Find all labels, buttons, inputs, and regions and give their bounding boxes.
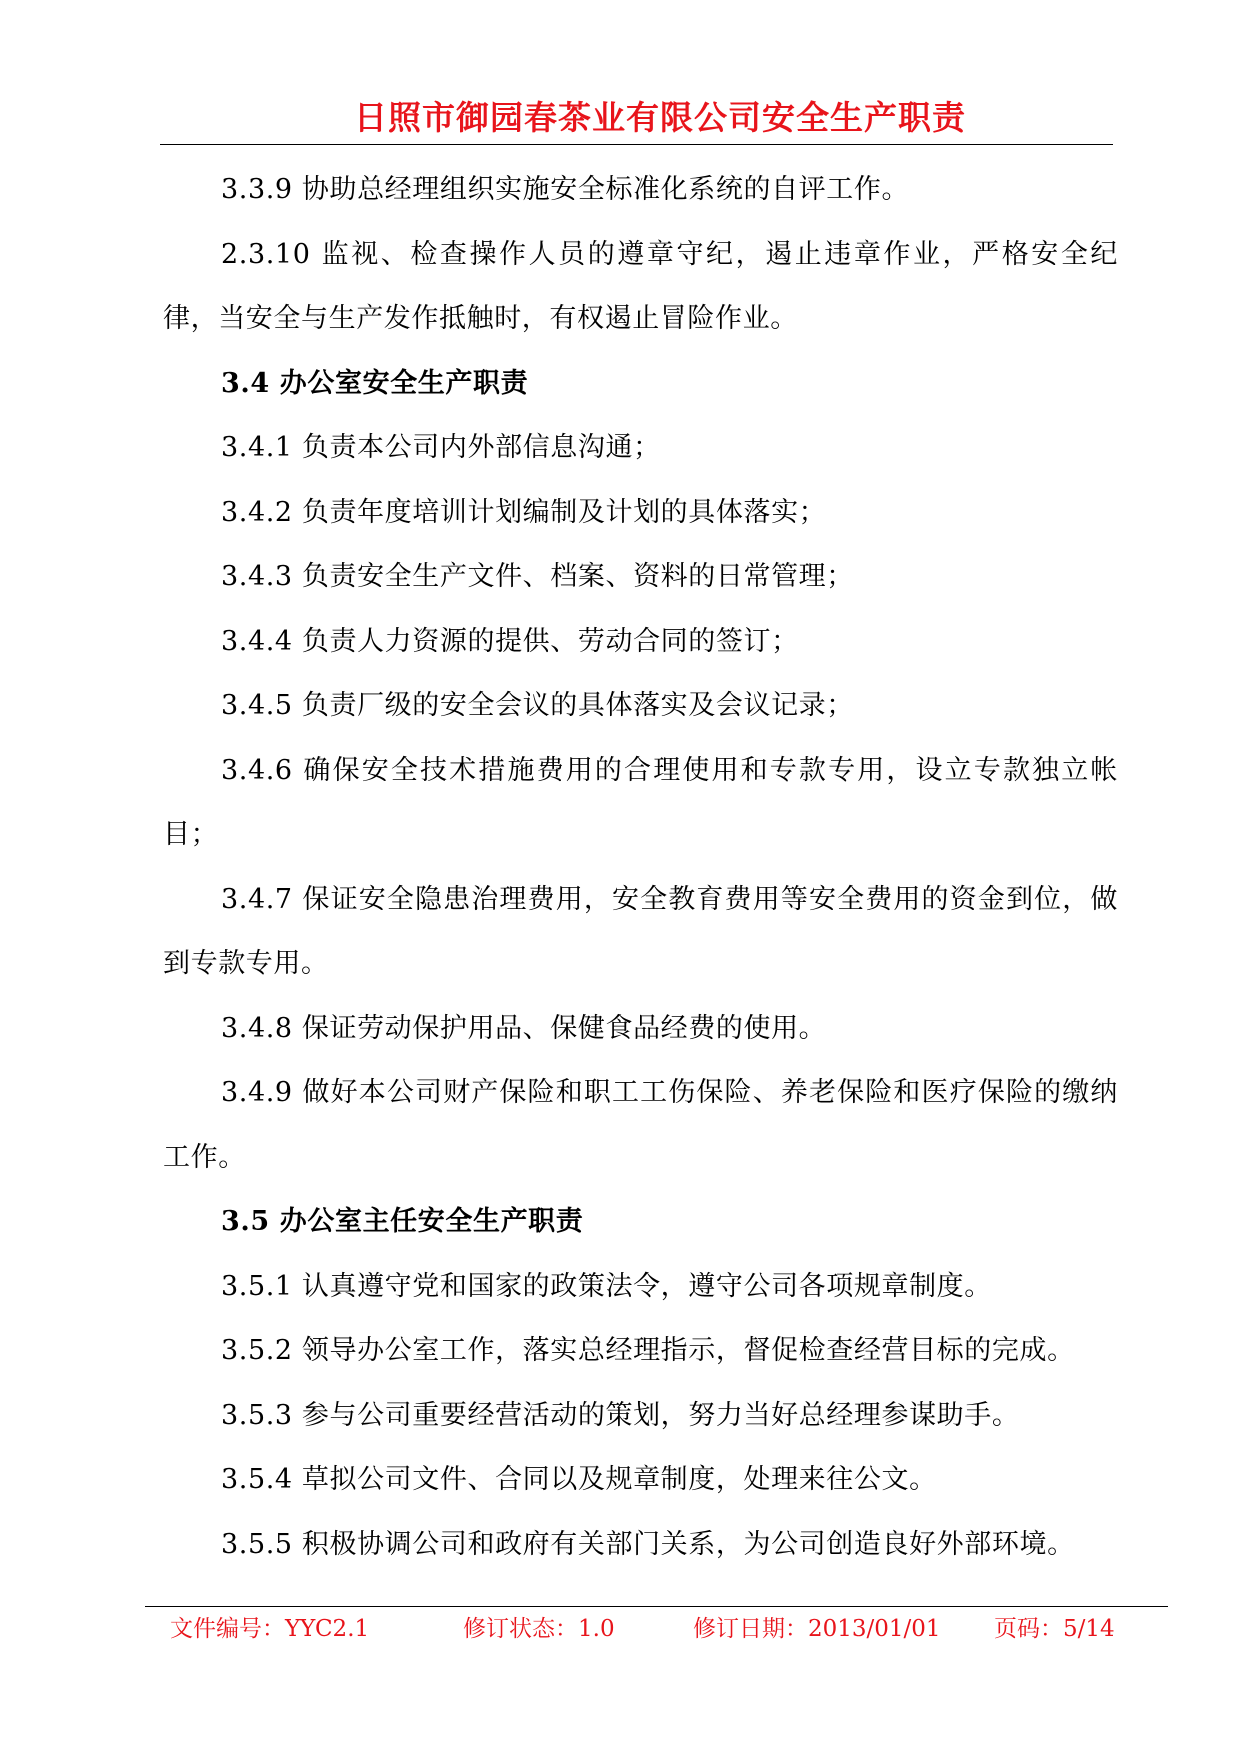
footer-doc-number: 文件编号：YYC2.1: [170, 1616, 370, 1642]
paragraph-3-5-4: 3.5.4 草拟公司文件、合同以及规章制度，处理来往公文。: [221, 1464, 937, 1495]
paragraph-3-4-4: 3.4.4 负责人力资源的提供、劳动合同的签订；: [221, 625, 799, 657]
footer-revision-status: 修订状态：1.0: [463, 1616, 615, 1642]
paragraph-3-4-9: 3.4.9 做好本公司财产保险和职工工伤保险、养老保险和医疗保险的缴纳工作。: [163, 1077, 1118, 1173]
paragraph-3-4-2: 3.4.2 负责年度培训计划编制及计划的具体落实；: [221, 496, 827, 528]
footer-divider: [145, 1606, 1168, 1607]
page-footer: [0, 1611, 1241, 1647]
paragraph-3-4-5: 3.4.5 负责厂级的安全会议的具体落实及会议记录；: [221, 690, 854, 721]
paragraph-2-3-10: 2.3.10 监视、检查操作人员的遵章守纪，遏止违章作业，严格安全纪律，当安全与生产发作抵触时，有权遏止冒险作业。: [163, 238, 1118, 334]
paragraph-3-5-5: 3.5.5 积极协调公司和政府有关部门关系，为公司创造良好外部环境。: [221, 1528, 1075, 1560]
paragraph-3-3-9: 3.3.9 协助总经理组织实施安全标准化系统的自评工作。: [221, 174, 910, 205]
section-heading-3-4: 3.4 办公室安全生产职责: [221, 367, 529, 399]
paragraph-3-4-8: 3.4.8 保证劳动保护用品、保健食品经费的使用。: [221, 1012, 827, 1044]
section-heading-3-5: 3.5 办公室主任安全生产职责: [221, 1206, 584, 1237]
paragraph-3-4-3: 3.4.3 负责安全生产文件、档案、资料的日常管理；: [221, 561, 854, 592]
footer-page-number: 页码：5/14: [994, 1616, 1115, 1642]
header-divider: [160, 144, 1113, 145]
paragraph-3-5-1: 3.5.1 认真遵守党和国家的政策法令，遵守公司各项规章制度。: [221, 1270, 992, 1302]
footer-revision-date: 修订日期：2013/01/01: [693, 1616, 941, 1642]
page-title: 日照市御园春茶业有限公司安全生产职责: [354, 98, 966, 137]
paragraph-3-4-6: 3.4.6 确保安全技术措施费用的合理使用和专款专用，设立专款独立帐目；: [163, 754, 1118, 850]
paragraph-3-4-1: 3.4.1 负责本公司内外部信息沟通；: [221, 432, 661, 463]
document-body: [163, 158, 1118, 1577]
paragraph-3-4-7: 3.4.7 保证安全隐患治理费用，安全教育费用等安全费用的资金到位，做到专款专用。: [163, 883, 1118, 979]
paragraph-3-5-2: 3.5.2 领导办公室工作，落实总经理指示，督促检查经营目标的完成。: [221, 1335, 1075, 1366]
paragraph-3-5-3: 3.5.3 参与公司重要经营活动的策划，努力当好总经理参谋助手。: [221, 1399, 1020, 1431]
